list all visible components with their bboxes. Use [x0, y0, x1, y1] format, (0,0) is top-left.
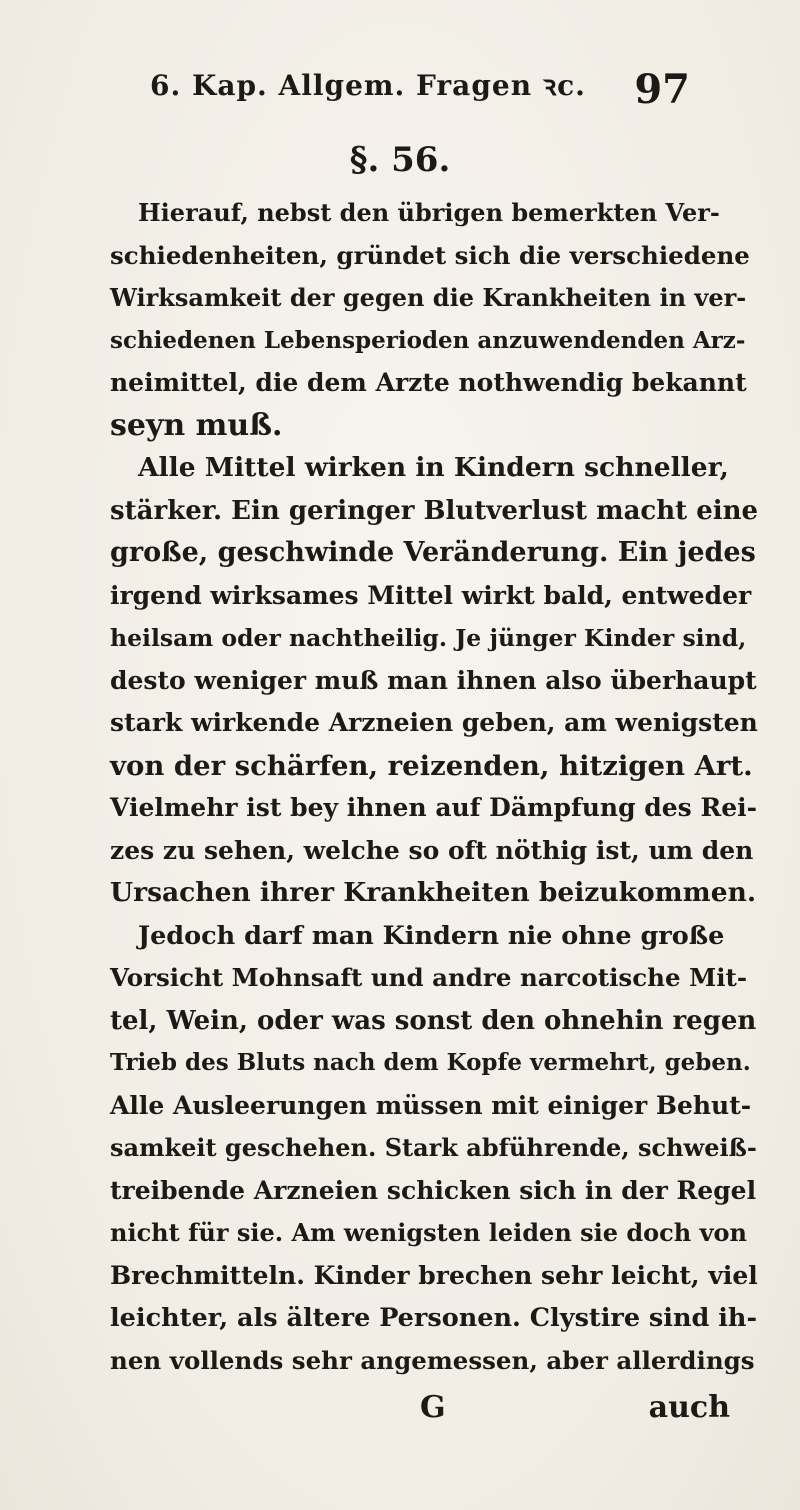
running-head: 6. Kap. Allgem. Fragen ꝛc.	[150, 69, 586, 102]
page-number: 97	[634, 66, 690, 113]
text-line: Ursachen ihrer Krankheiten beizukommen.	[110, 877, 757, 908]
text-line: stark wirkende Arzneien geben, am wenigsten	[110, 708, 758, 737]
signature-mark: G	[420, 1390, 446, 1425]
text-line: Brechmitteln. Kinder brechen sehr leicht, viel	[110, 1260, 758, 1290]
text-line: große, geschwinde Veränderung. Ein jedes	[110, 537, 756, 568]
text-line: irgend wirksames Mittel wirkt bald, entweder	[110, 580, 752, 610]
text-line: nicht für sie. Am wenigsten leiden sie doch von	[110, 1218, 747, 1247]
text-line: leichter, als ältere Personen. Clystire sind ih-	[110, 1303, 758, 1333]
text-line: treibende Arzneien schicken sich in der Regel	[110, 1175, 757, 1205]
text-line: schiedenen Lebensperioden anzuwendenden Arz-	[110, 326, 746, 354]
text-line: Alle Ausleerungen müssen mit einiger Behut-	[110, 1090, 752, 1120]
text-line: Vielmehr ist bey ihnen auf Dämpfung des Rei-	[110, 793, 757, 822]
text-line: seyn muß.	[110, 407, 283, 443]
text-line: schiedenheiten, gründet sich die verschiedene	[110, 240, 750, 270]
body-text	[110, 192, 759, 1382]
text-line: Jedoch darf man Kindern nie ohne große	[138, 920, 725, 951]
page-footer	[110, 1390, 730, 1434]
page-header	[150, 66, 690, 122]
text-line: samkeit geschehen. Stark abführende, schweiß-	[110, 1133, 757, 1162]
text-line: nen vollends sehr angemessen, aber allerdings	[110, 1345, 755, 1375]
text-line: stärker. Ein geringer Blutverlust macht eine	[110, 495, 759, 526]
text-line: desto weniger muß man ihnen also überhaupt	[110, 665, 757, 695]
text-line: zes zu sehen, welche so oft nöthig ist, um den	[110, 835, 754, 865]
text-line: Wirksamkeit der gegen die Krankheiten in ver-	[110, 283, 747, 312]
text-line: Hierauf, nebst den übrigen bemerkten Ver-	[138, 198, 720, 227]
text-line: Alle Mittel wirken in Kindern schneller,	[138, 452, 729, 483]
text-line: neimittel, die dem Arzte nothwendig bekannt	[110, 368, 747, 397]
text-line: Trieb des Bluts nach dem Kopfe vermehrt, geben.	[110, 1049, 751, 1076]
text-line: heilsam oder nachtheilig. Je jünger Kinder sind,	[110, 624, 747, 652]
text-line: tel, Wein, oder was sonst den ohnehin regen	[110, 1005, 757, 1036]
text-line: Vorsicht Mohnsaft und andre narcotische Mit-	[110, 963, 747, 992]
text-line: von der schärfen, reizenden, hitzigen Art.	[110, 749, 753, 782]
catchword: auch	[648, 1390, 730, 1425]
section-number: §. 56.	[349, 140, 451, 180]
